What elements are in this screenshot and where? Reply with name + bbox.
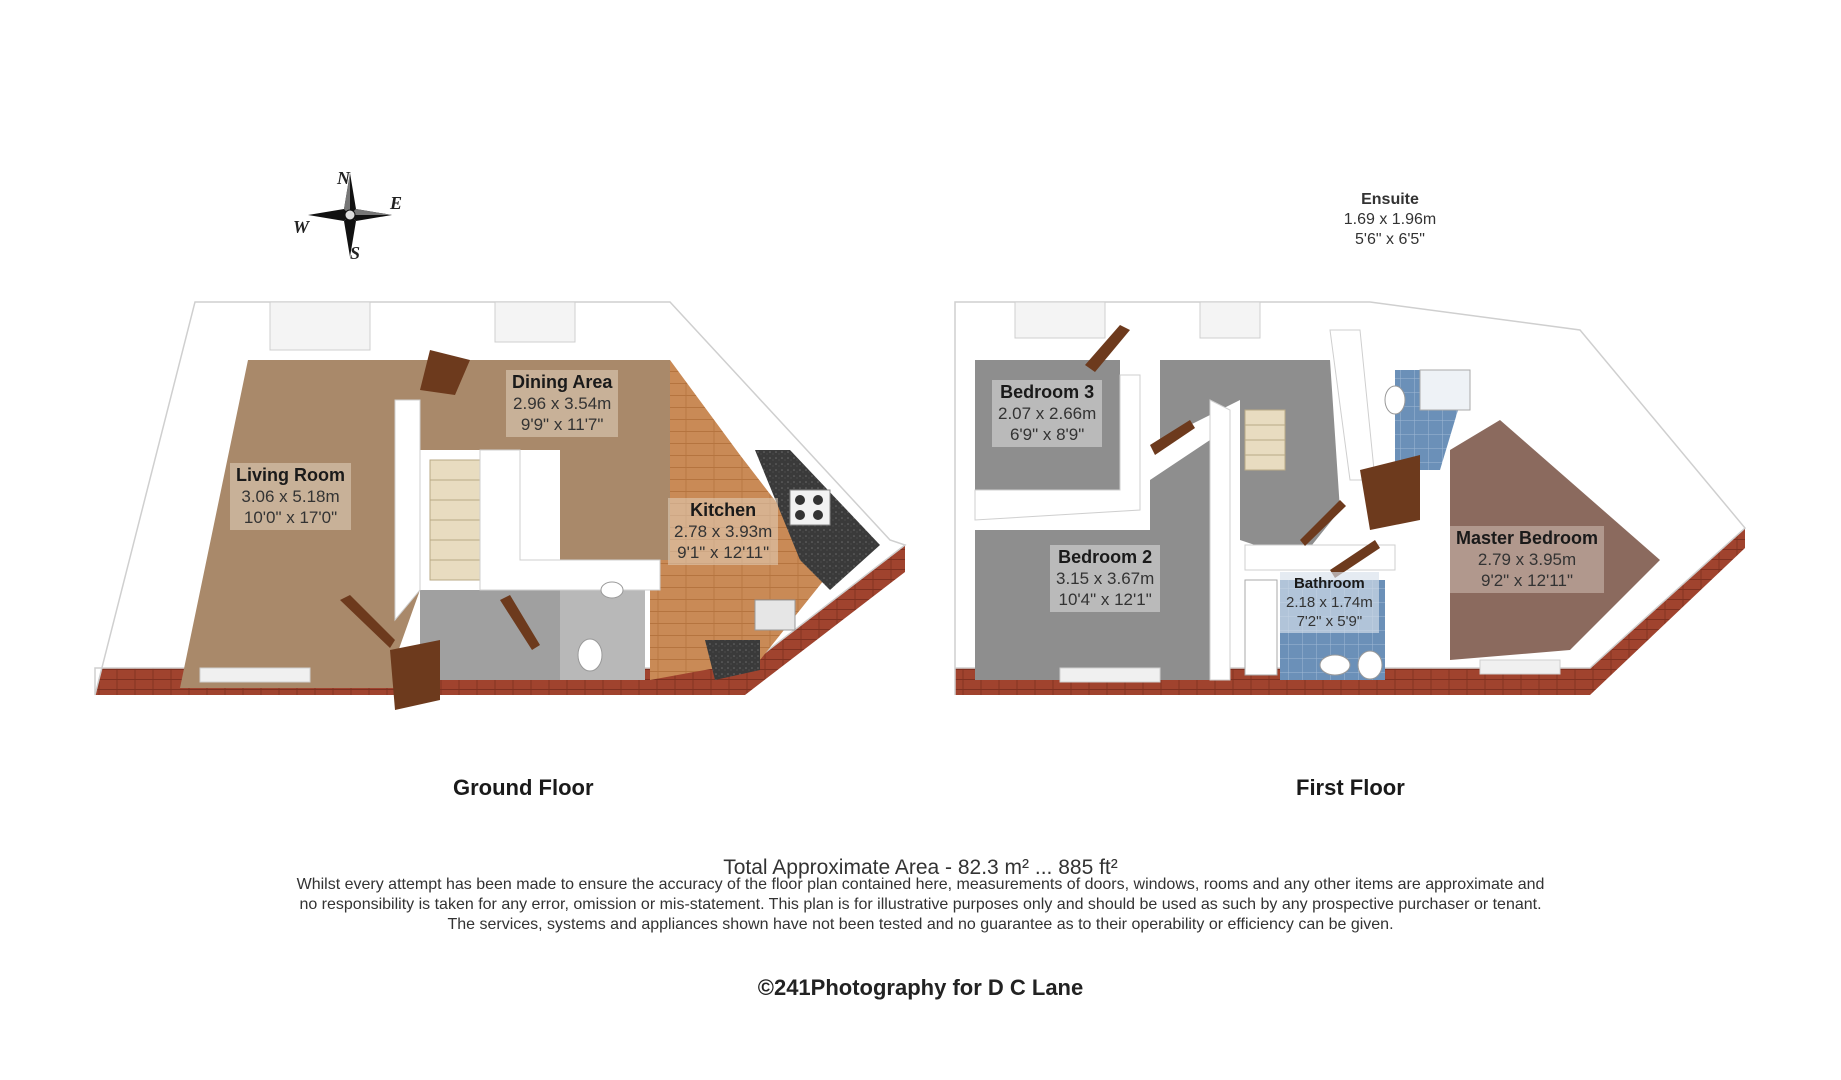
ground-floor-staircase	[430, 460, 480, 580]
kitchen-sink	[755, 600, 795, 630]
room-label-bedroom-3	[992, 380, 1102, 447]
bathroom-toilet	[1358, 651, 1382, 679]
ground-floor-plan	[95, 302, 905, 710]
window-living-bottom	[200, 668, 310, 682]
room-label-kitchen	[668, 498, 778, 565]
ensuite-toilet	[1385, 386, 1405, 414]
room-name: Kitchen	[690, 500, 757, 520]
room-name: Ensuite	[1361, 191, 1419, 208]
first-floor-plan	[955, 302, 1745, 695]
ground-floor-title: Ground Floor	[453, 775, 594, 800]
room-dimensions-metric: 2.96 x 3.54m	[513, 394, 612, 413]
copyright-notice: ©241Photography for D C Lane	[757, 975, 1084, 1000]
room-dimensions-metric: 1.69 x 1.96m	[1343, 211, 1437, 228]
room-dimensions-metric: 2.18 x 1.74m	[1286, 594, 1373, 611]
hob	[790, 490, 830, 525]
room-dimensions-imperial: 10'4" x 12'1"	[1058, 590, 1152, 609]
bathroom-basin	[1320, 655, 1350, 675]
room-dimensions-metric: 3.06 x 5.18m	[241, 487, 340, 506]
room-name: Master Bedroom	[1456, 528, 1599, 548]
disclaimer-line: no responsibility is taken for any error, omission or mis-statement. This plan is for illustrative purposes only and should be used as such by any prospective purchaser or tenant.	[299, 896, 1542, 913]
wc-floor	[560, 580, 645, 680]
ensuite-shower	[1420, 370, 1470, 410]
room-label-ensuite	[1290, 190, 1490, 250]
room-label-master-bedroom	[1450, 526, 1604, 593]
room-label-living-room	[230, 463, 351, 530]
window-landing	[1200, 302, 1260, 338]
disclaimer-line: The services, systems and appliances shown have not been tested and no guarantee as to their operability or efficiency can be given.	[447, 916, 1394, 933]
window-master	[1480, 660, 1560, 674]
room-dimensions-imperial: 10'0" x 17'0"	[243, 508, 338, 527]
hall-floor	[420, 590, 560, 680]
compass-north-label: N	[337, 168, 350, 188]
room-dimensions-metric: 2.07 x 2.66m	[998, 404, 1097, 423]
room-dimensions-metric: 3.15 x 3.67m	[1056, 569, 1155, 588]
room-dimensions-metric: 2.79 x 3.95m	[1477, 550, 1577, 569]
room-dimensions-imperial: 9'9" x 11'7"	[520, 415, 604, 434]
room-label-bathroom	[1280, 572, 1379, 633]
room-label-bedroom-2	[1050, 545, 1160, 612]
window-living-top	[270, 302, 370, 350]
room-dimensions-imperial: 9'2" x 12'11"	[1481, 571, 1573, 590]
first-floor-title: First Floor	[1296, 775, 1405, 800]
first-floor-wall-landing	[1210, 400, 1230, 680]
total-area: Total Approximate Area - 82.3 m² ... 885 ft²	[723, 856, 1118, 879]
disclaimer-line: Whilst every attempt has been made to ensure the accuracy of the floor plan contained here, measurements of doors, windows, rooms and any other items are approximate and	[296, 876, 1545, 893]
wc-basin	[601, 582, 623, 598]
room-dimensions-metric: 2.78 x 3.93m	[674, 522, 773, 541]
room-dimensions-imperial: 7'2" x 5'9"	[1296, 613, 1363, 630]
room-name: Bedroom 2	[1058, 547, 1153, 567]
compass-south-label: S	[350, 243, 361, 263]
bath	[1245, 580, 1277, 675]
room-dimensions-imperial: 5'6" x 6'5"	[1355, 231, 1425, 248]
room-label-dining-area	[506, 370, 618, 437]
window-dining-top	[495, 302, 575, 342]
compass-west-label: W	[293, 217, 310, 237]
room-name: Dining Area	[512, 372, 613, 392]
window-bedroom-2	[1060, 668, 1160, 682]
room-dimensions-imperial: 6'9" x 8'9"	[1009, 425, 1085, 444]
room-name: Bathroom	[1293, 575, 1365, 592]
disclaimer	[0, 875, 1841, 935]
door-front	[390, 640, 440, 710]
first-floor-staircase	[1245, 410, 1285, 470]
ground-floor-internal-wall-stair	[395, 400, 420, 620]
room-name: Living Room	[236, 465, 345, 485]
compass-east-label: E	[390, 193, 403, 213]
room-dimensions-imperial: 9'1" x 12'11"	[677, 543, 770, 562]
wc-toilet	[578, 639, 602, 671]
room-name: Bedroom 3	[1000, 382, 1095, 402]
window-bedroom-3	[1015, 302, 1105, 338]
